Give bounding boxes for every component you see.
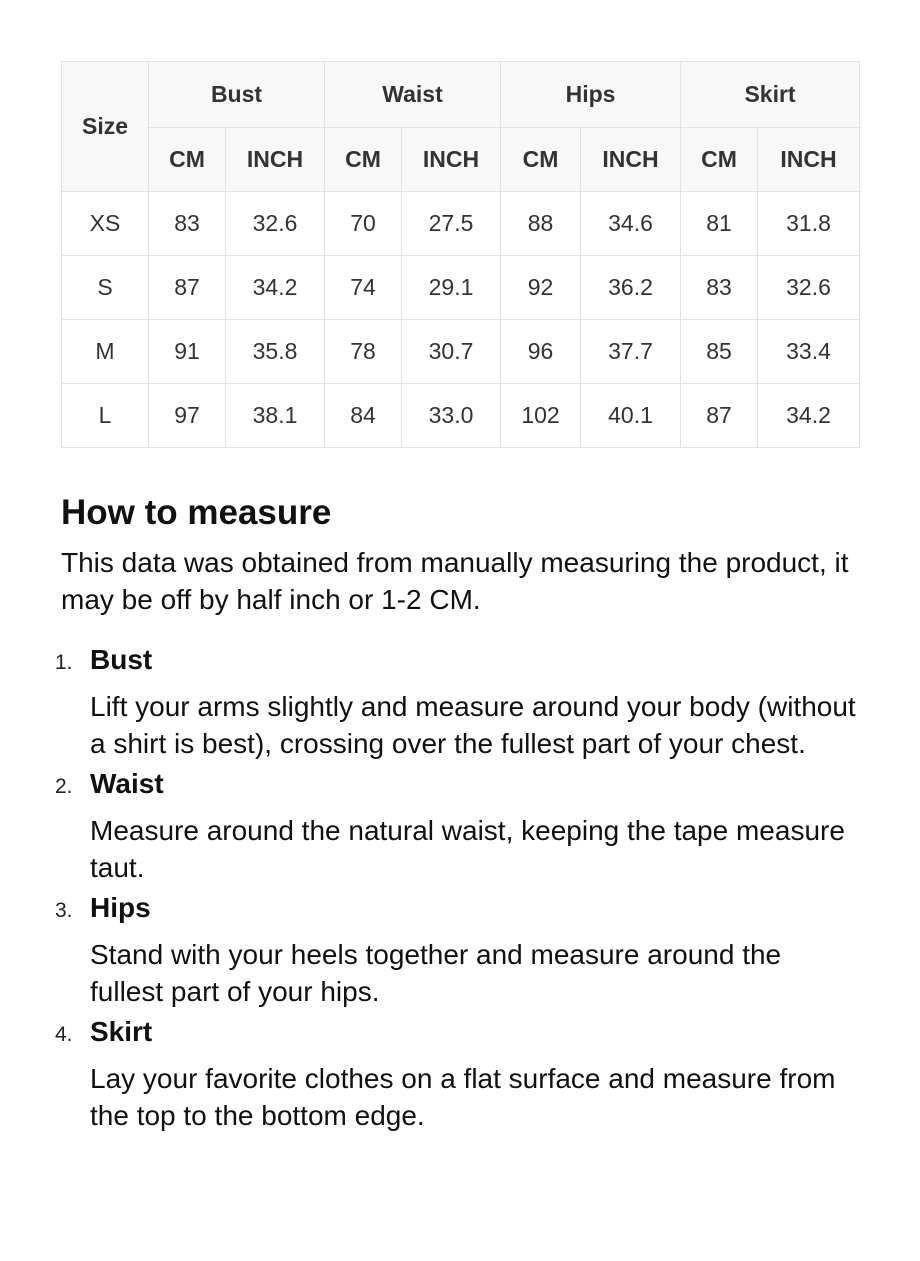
size-chart-body [62, 192, 860, 448]
table-cell: 87 [681, 384, 758, 448]
unit-header: INCH [402, 128, 501, 192]
table-cell: 81 [681, 192, 758, 256]
table-cell: 32.6 [758, 256, 860, 320]
step-title: Waist [90, 768, 164, 799]
table-cell: 30.7 [402, 320, 501, 384]
step-description: Measure around the natural waist, keeping the tape measure taut. [90, 815, 845, 883]
section-title: How to measure [61, 493, 332, 532]
intro-paragraph: This data was obtained from manually measuring the product, it may be off by half inch or 1-2 CM. [61, 547, 849, 615]
measure-steps-list [55, 642, 861, 1134]
table-cell: 31.8 [758, 192, 860, 256]
table-row [62, 192, 860, 256]
table-cell: 74 [325, 256, 402, 320]
list-item [55, 1014, 861, 1134]
step-title: Hips [90, 892, 151, 923]
table-cell: 70 [325, 192, 402, 256]
size-cell: M [62, 320, 149, 384]
table-row [62, 256, 860, 320]
table-cell: 36.2 [581, 256, 681, 320]
step-title: Skirt [90, 1016, 153, 1047]
table-cell: 87 [149, 256, 226, 320]
step-description: Lift your arms slightly and measure around your body (without a shirt is best), crossing over the fullest part of your chest. [90, 691, 856, 759]
table-cell: 37.7 [581, 320, 681, 384]
hips-group-header: Hips [501, 62, 681, 128]
table-row [62, 320, 860, 384]
unit-header: INCH [581, 128, 681, 192]
table-cell: 78 [325, 320, 402, 384]
table-cell: 34.2 [758, 384, 860, 448]
table-cell: 88 [501, 192, 581, 256]
list-item [55, 766, 861, 886]
header-row-units [62, 128, 860, 192]
step-description: Lay your favorite clothes on a flat surface and measure from the top to the bottom edge. [90, 1063, 836, 1131]
table-cell: 91 [149, 320, 226, 384]
size-chart-table [61, 61, 860, 448]
table-cell: 33.0 [402, 384, 501, 448]
size-chart-header [62, 62, 860, 192]
bust-group-header: Bust [149, 62, 325, 128]
table-cell: 34.6 [581, 192, 681, 256]
table-cell: 38.1 [226, 384, 325, 448]
step-number: 1. [55, 651, 73, 674]
unit-header: CM [501, 128, 581, 192]
table-cell: 29.1 [402, 256, 501, 320]
skirt-group-header: Skirt [681, 62, 860, 128]
step-title: Bust [90, 644, 153, 675]
table-cell: 35.8 [226, 320, 325, 384]
waist-group-header: Waist [325, 62, 501, 128]
unit-header: CM [325, 128, 402, 192]
table-cell: 40.1 [581, 384, 681, 448]
size-column-header: Size [62, 62, 149, 192]
table-cell: 33.4 [758, 320, 860, 384]
table-cell: 96 [501, 320, 581, 384]
unit-header: INCH [226, 128, 325, 192]
size-cell: L [62, 384, 149, 448]
table-cell: 83 [149, 192, 226, 256]
table-cell: 85 [681, 320, 758, 384]
list-item [55, 642, 861, 762]
step-number: 3. [55, 899, 73, 922]
table-cell: 83 [681, 256, 758, 320]
table-row [62, 384, 860, 448]
step-number: 4. [55, 1023, 73, 1046]
table-cell: 84 [325, 384, 402, 448]
size-cell: XS [62, 192, 149, 256]
unit-header: CM [681, 128, 758, 192]
table-cell: 92 [501, 256, 581, 320]
how-to-measure-section [55, 490, 861, 1138]
unit-header: INCH [758, 128, 860, 192]
table-cell: 34.2 [226, 256, 325, 320]
list-item [55, 890, 861, 1010]
unit-header: CM [149, 128, 226, 192]
header-row-groups [62, 62, 860, 128]
step-number: 2. [55, 775, 73, 798]
table-cell: 32.6 [226, 192, 325, 256]
step-description: Stand with your heels together and measure around the fullest part of your hips. [90, 939, 782, 1007]
table-cell: 27.5 [402, 192, 501, 256]
table-cell: 97 [149, 384, 226, 448]
size-cell: S [62, 256, 149, 320]
table-cell: 102 [501, 384, 581, 448]
